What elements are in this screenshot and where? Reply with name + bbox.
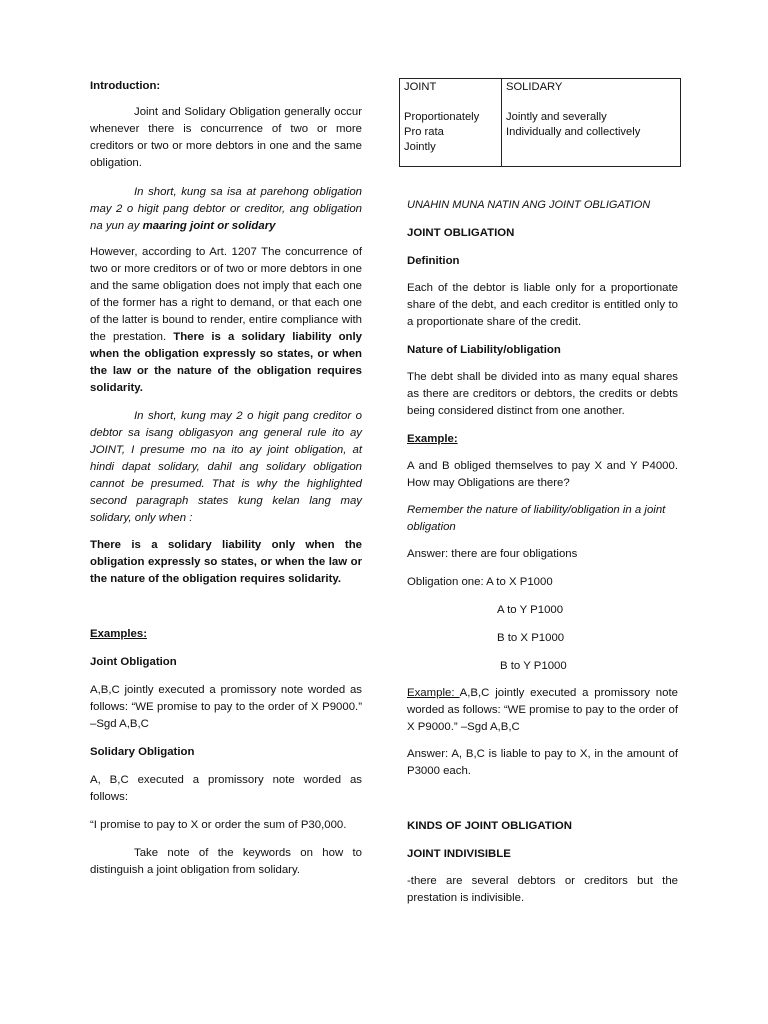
- kinds-heading: KINDS OF JOINT OBLIGATION: [407, 820, 572, 832]
- answer-two: Answer: A, B,C is liable to pay to X, in the amount of P3000 each.: [407, 748, 678, 777]
- short-explanation-1: [90, 184, 362, 235]
- joint-indivisible-heading: JOINT INDIVISIBLE: [407, 848, 511, 860]
- comparison-table: [399, 78, 681, 167]
- joint-indivisible-text: -there are several debtors or creditors but the prestation is indivisible.: [407, 875, 678, 904]
- example-two-text: A,B,C jointly executed a promissory note worded as follows: “WE promise to pay to the order of X P9000.” –Sgd A,B,C: [407, 687, 678, 733]
- right-column: [404, 78, 678, 907]
- short-explanation-2: In short, kung may 2 o higit pang creditor o debtor sa isang obligasyon ang general rule ito ay JOINT, I presume mo na ito ay joint obligation, at hindi dapat solidary, dahil ang solidary obligation cannot be presumed. That is why the highlighted second paragraph states kung kelan lang may solidary, only when :: [90, 410, 362, 524]
- obligation-line-4: B to Y P1000: [500, 660, 567, 672]
- obligation-line-1: Obligation one: A to X P1000: [407, 576, 553, 588]
- bold-quote: There is a solidary liability only when the obligation expressly so states, or when the law or the nature of the obligation requires solidarity.: [90, 539, 362, 585]
- example-two: [407, 685, 678, 736]
- definition-heading: Definition: [407, 255, 460, 267]
- article-plain: However, according to Art. 1207 The concurrence of two or more creditors or of two or more debtors in one and the same obligation does not imply that each one of the former has a right to demand, or that each one of the latter is bound to render, entire compliance with the prestation.: [90, 246, 362, 343]
- joint-column-header: JOINT: [404, 81, 437, 93]
- short1-plain: In short, kung sa isa at parehong obligation may 2 o higit pang debtor or creditor, ang obligation na yun ay: [90, 186, 362, 232]
- joint-obligation-example: A,B,C jointly executed a promissory note worded as follows: “WE promise to pay to the order of X P9000.” –Sgd A,B,C: [90, 684, 362, 730]
- nature-text: The debt shall be divided into as many equal shares as there are creditors or debtors, the credits or debts being considered distinct from one another.: [407, 371, 678, 417]
- example-heading: Example:: [407, 433, 458, 445]
- example-text: A and B obliged themselves to pay X and Y P4000. How may Obligations are there?: [407, 460, 678, 489]
- article-paragraph: [90, 244, 362, 397]
- obligation-line-2: A to Y P1000: [497, 604, 564, 616]
- solidary-column-header: SOLIDARY: [506, 81, 563, 93]
- nature-heading: Nature of Liability/obligation: [407, 344, 561, 356]
- unahin-heading: UNAHIN MUNA NATIN ANG JOINT OBLIGATION: [407, 199, 651, 211]
- article-bold: There is a solidary liability only when the obligation expressly so states, or when the law or the nature of the obligation requires solidarity.: [90, 331, 362, 394]
- obligation-line-3: B to X P1000: [497, 632, 565, 644]
- solidary-obligation-example: A, B,C executed a promissory note worded as follows:: [90, 774, 362, 803]
- solidary-obligation-heading: Solidary Obligation: [90, 746, 195, 758]
- joint-item: Jointly: [404, 141, 436, 153]
- joint-column-cell: [400, 79, 502, 167]
- promise-text: “I promise to pay to X or order the sum of P30,000.: [90, 819, 347, 831]
- solidary-column-cell: [502, 79, 681, 167]
- short1-bold: maaring joint or solidary: [142, 220, 276, 232]
- intro-paragraph: Joint and Solidary Obligation generally occur whenever there is concurrence of two or more creditors or two or more debtors in one and the same obligation.: [90, 106, 362, 169]
- joint-obligation-title: JOINT OBLIGATION: [407, 227, 515, 239]
- remember-text: Remember the nature of liability/obligation in a joint obligation: [407, 504, 666, 533]
- left-column: [90, 78, 362, 879]
- definition-text: Each of the debtor is liable only for a proportionate share of the debt, and each creditor is entitled only to a proportionate share of the credit.: [407, 282, 678, 328]
- joint-item: Proportionately: [404, 111, 480, 123]
- answer-one: Answer: there are four obligations: [407, 548, 578, 560]
- examples-heading: Examples:: [90, 628, 147, 640]
- take-note-text: Take note of the keywords on how to distinguish a joint obligation from solidary.: [90, 847, 362, 876]
- solidary-item: Jointly and severally: [506, 111, 607, 123]
- intro-heading: Introduction:: [90, 80, 161, 92]
- joint-item: Pro rata: [404, 126, 444, 138]
- joint-obligation-heading: Joint Obligation: [90, 656, 177, 668]
- solidary-item: Individually and collectively: [506, 126, 641, 138]
- example-two-label: Example:: [407, 687, 460, 699]
